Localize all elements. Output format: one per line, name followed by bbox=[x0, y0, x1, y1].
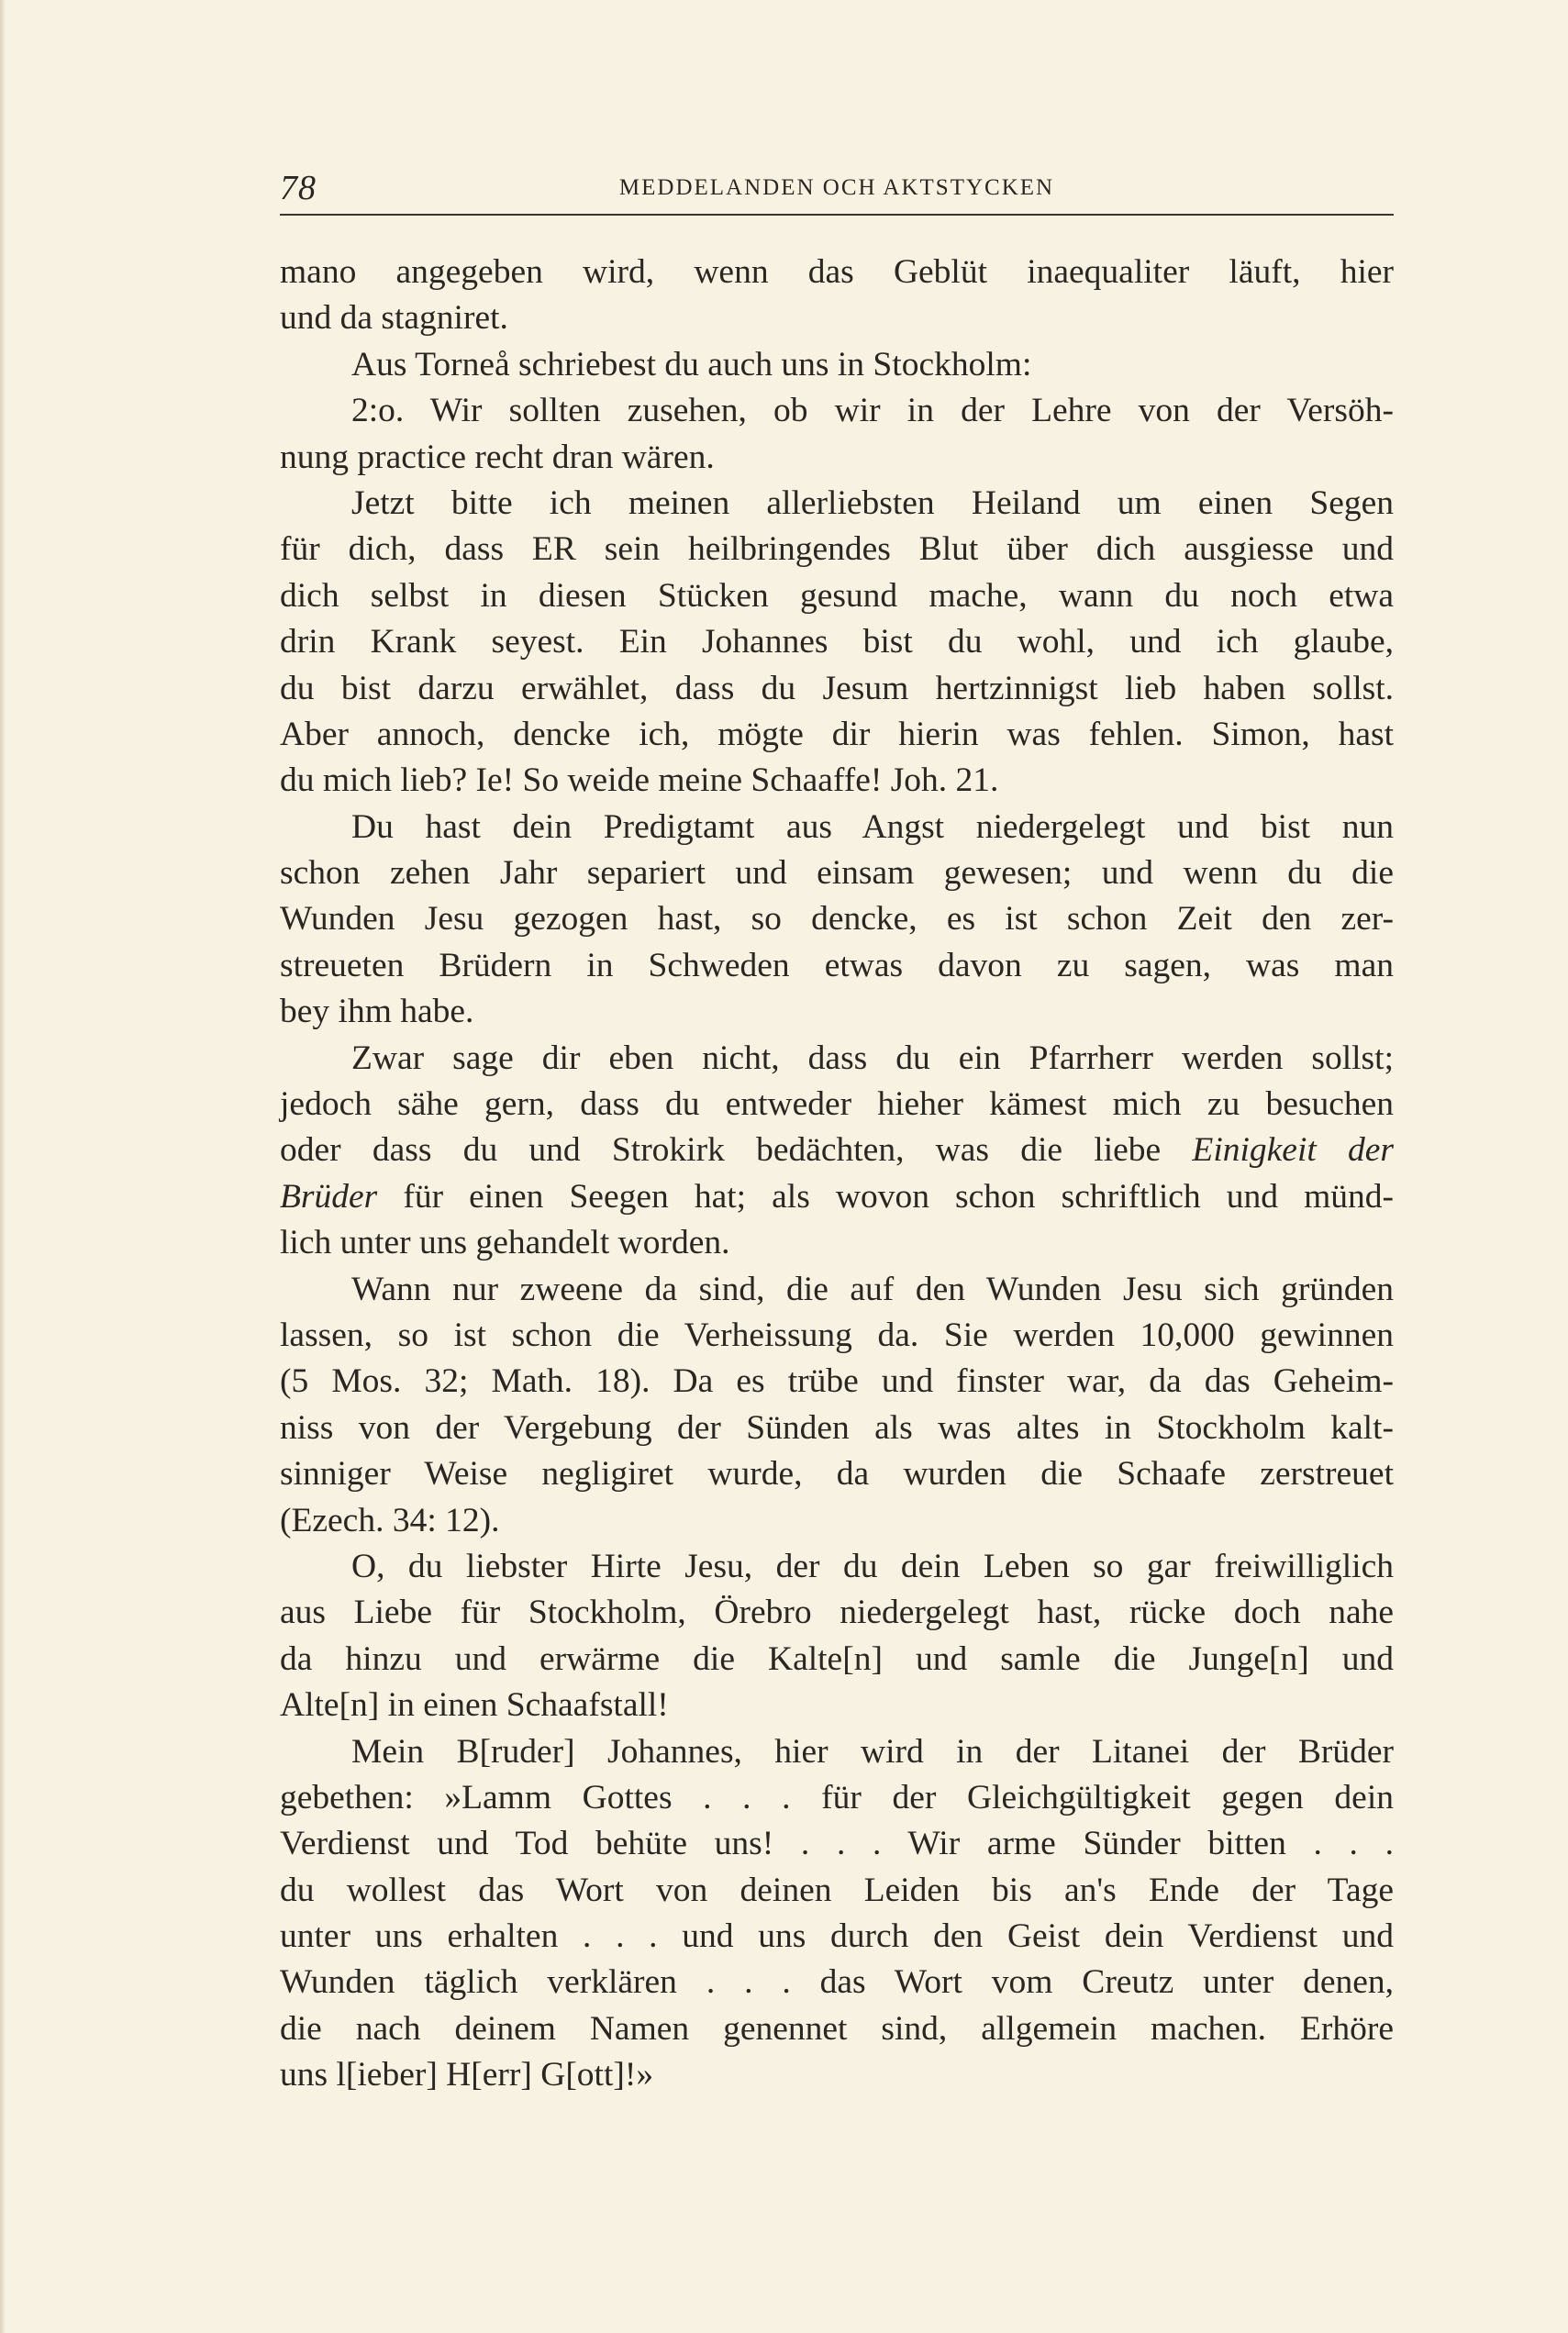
text-line: Mein B[ruder] Johannes, hier wird in der Litanei der Brüder bbox=[351, 1732, 1394, 1771]
text-line: Wunden Jesu gezogen hast, so dencke, es ist schon Zeit den zer- bbox=[280, 900, 1394, 939]
emphasis: Einigkeit der bbox=[1192, 1131, 1395, 1170]
text-line: sinniger Weise negligiret wurde, da wurden die Schaafe zerstreuet bbox=[280, 1455, 1394, 1494]
text-line: gebethen: »Lamm Gottes . . . für der Gleichgültigkeit gegen dein bbox=[280, 1778, 1394, 1816]
text-line: nung practice recht dran wären. bbox=[280, 438, 715, 476]
text-line: Aber annoch, dencke ich, mögte dir hierin was fehlen. Simon, hast bbox=[280, 715, 1394, 753]
text-line: du bist darzu erwählet, dass du Jesum hertzinnigst lieb haben sollst. bbox=[280, 669, 1394, 707]
text-line: niss von der Vergebung der Sünden als was altes in Stockholm kalt- bbox=[280, 1408, 1394, 1447]
text-line: unter uns erhalten . . . und uns durch den Geist dein Verdienst und bbox=[280, 1917, 1394, 1956]
text-line: lassen, so ist schon die Verheissung da. Sie werden 10,000 gewinnen bbox=[280, 1316, 1394, 1354]
page-edge-shadow bbox=[0, 0, 6, 2333]
text-line: die nach deinem Namen genennet sind, allgemein machen. Erhöre bbox=[280, 2009, 1394, 2048]
text-line: Aus Torneå schriebest du auch uns in Stockholm: bbox=[351, 345, 1032, 383]
text-line: Jetzt bitte ich meinen allerliebsten Heiland um einen Segen bbox=[351, 483, 1394, 522]
emphasis: Brüder bbox=[280, 1177, 378, 1216]
text-line: schon zehen Jahr separiert und einsam gewesen; und wenn du die bbox=[280, 854, 1394, 893]
text-line: 2:o. Wir sollten zusehen, ob wir in der Lehre von der Versöh- bbox=[351, 392, 1394, 430]
text-line: uns l[ieber] H[err] G[ott]!» bbox=[280, 2056, 654, 2094]
text-line: Alte[n] in einen Schaafstall! bbox=[280, 1686, 669, 1725]
text-line: Zwar sage dir eben nicht, dass du ein Pfarrherr werden sollst; bbox=[351, 1039, 1394, 1077]
text-line: da hinzu und erwärme die Kalte[n] und samle die Junge[n] und bbox=[280, 1639, 1394, 1678]
text-line: streueten Brüdern in Schweden etwas davon zu sagen, was man bbox=[280, 946, 1394, 984]
text-line: Verdienst und Tod behüte uns! . . . Wir arme Sünder bitten . . . bbox=[280, 1825, 1394, 1863]
text-line: aus Liebe für Stockholm, Örebro niedergelegt hast, rücke doch nahe bbox=[280, 1594, 1394, 1632]
text-line: (Ezech. 34: 12). bbox=[280, 1501, 500, 1539]
text-line: Wunden täglich verklären . . . das Wort vom Creutz unter denen, bbox=[280, 1963, 1394, 2002]
text-line: mano angegeben wird, wenn das Geblüt inaequaliter läuft, hier bbox=[280, 253, 1394, 291]
running-head: MEDDELANDEN OCH AKTSTYCKEN bbox=[618, 175, 1055, 200]
text-line: Du hast dein Predigtamt aus Angst niedergelegt und bist nun bbox=[351, 807, 1394, 846]
text-line: du wollest das Wort von deinen Leiden bis an's Ende der Tage bbox=[280, 1871, 1394, 1909]
page-number: 78 bbox=[280, 169, 317, 207]
text-line: drin Krank seyest. Ein Johannes bist du wohl, und ich glaube, bbox=[280, 623, 1394, 661]
text-line: oder dass du und Strokirk bedächten, was die liebe Einigkeit der bbox=[280, 1131, 1395, 1170]
text-line: jedoch sähe gern, dass du entweder hieher kämest mich zu besuchen bbox=[280, 1085, 1394, 1124]
text-line: für dich, dass ER sein heilbringendes Blut über dich ausgiesse und bbox=[280, 530, 1394, 569]
text-line: Brüder für einen Seegen hat; als wovon schon schriftlich und münd- bbox=[280, 1177, 1394, 1216]
text-line: O, du liebster Hirte Jesu, der du dein Leben so gar freiwilliglich bbox=[351, 1547, 1394, 1585]
text-line: du mich lieb? Ie! So weide meine Schaaffe! Joh. 21. bbox=[280, 761, 999, 800]
header-rule bbox=[280, 214, 1394, 216]
text-line: (5 Mos. 32; Math. 18). Da es trübe und finster war, da das Geheim- bbox=[280, 1362, 1394, 1401]
body-text bbox=[280, 250, 1394, 2099]
page-header bbox=[280, 168, 1394, 216]
text-line: und da stagniret. bbox=[280, 299, 508, 338]
text-line: dich selbst in diesen Stücken gesund mache, wann du noch etwa bbox=[280, 576, 1394, 615]
text-line: bey ihm habe. bbox=[280, 993, 474, 1031]
text-line: lich unter uns gehandelt worden. bbox=[280, 1224, 730, 1262]
text-line: Wann nur zweene da sind, die auf den Wunden Jesu sich gründen bbox=[351, 1270, 1394, 1308]
